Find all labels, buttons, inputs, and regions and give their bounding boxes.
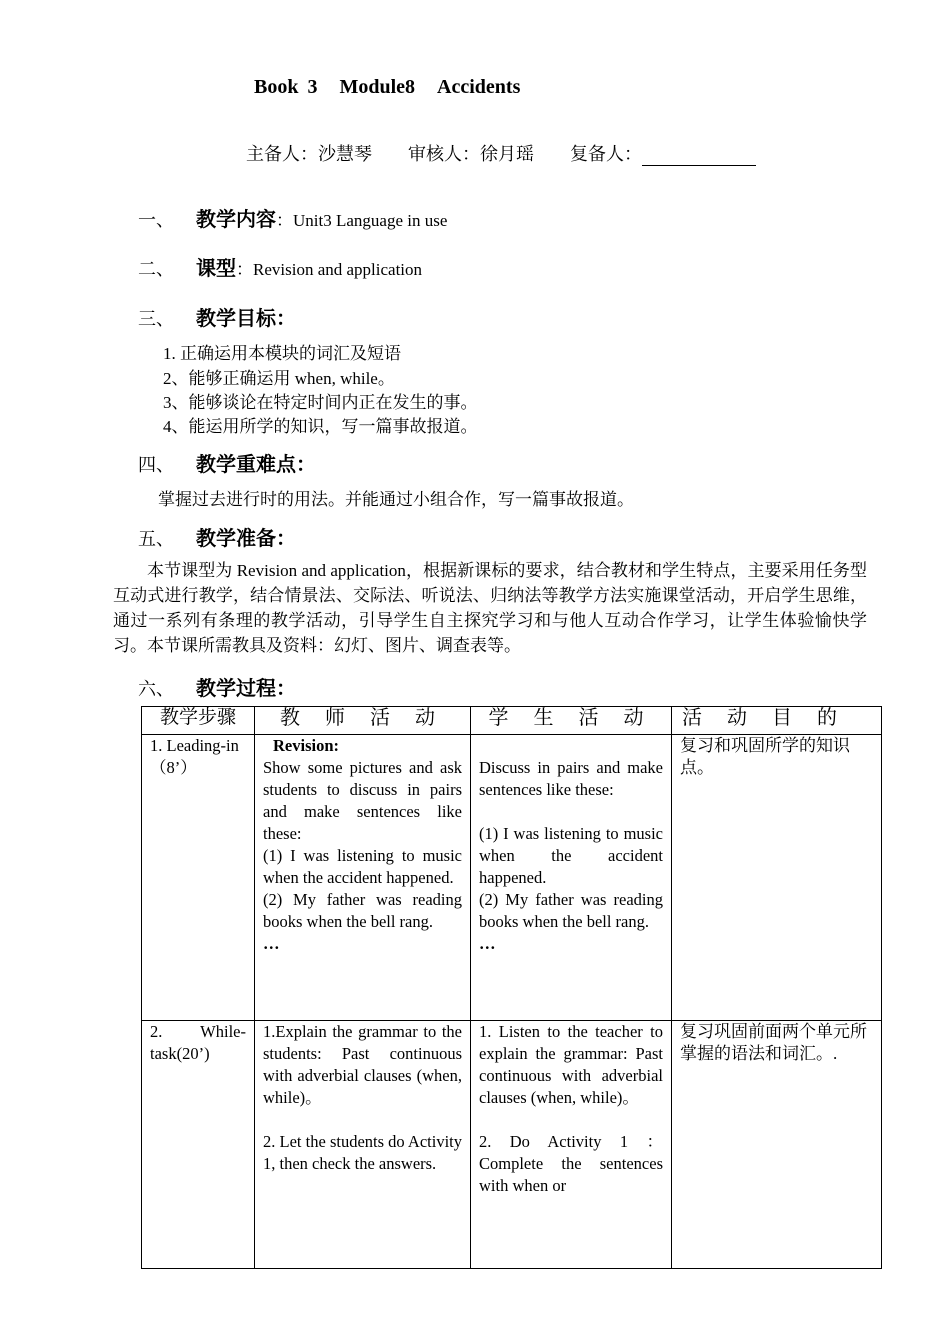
- step-label: 1. Leading-in: [150, 736, 239, 755]
- section-colon: ：: [276, 211, 293, 230]
- section-lesson-type: [138, 252, 422, 281]
- section-colon: ：: [276, 678, 296, 700]
- teacher-activity-cell: [255, 735, 471, 1021]
- title-topic: Accidents: [437, 76, 521, 98]
- header-teacher-activity: 教 师 活 动: [255, 707, 471, 735]
- table-row: [142, 735, 882, 1021]
- student-activity-line: Discuss in pairs and make sentences like these:: [479, 758, 663, 799]
- goal-item: 1. 正确运用本模块的词汇及短语: [163, 344, 401, 363]
- section-key-points: [138, 448, 316, 477]
- document-title: [254, 76, 520, 99]
- section-number: 五、: [138, 529, 174, 549]
- purpose-text: 复习和巩固所学的知识点。: [680, 736, 850, 777]
- student-activity-line: 2. Do Activity 1 ： Complete the sentences with when or: [479, 1132, 663, 1195]
- section-colon: ：: [276, 308, 296, 330]
- section-label: 教学重难点: [196, 454, 296, 476]
- purpose-cell: [672, 1021, 882, 1269]
- section-label: 教学准备: [196, 528, 276, 550]
- section-value: Revision and application: [253, 260, 423, 279]
- preparation-paragraph: 本节课型为 Revision and application，根据新课标的要求，结合教材和学生特点，主要采用任务型互动式进行教学，结合情景法、交际法、听说法、归纳法等教学方法实施课堂活动，开启学生思维，通过一系列有条理的教学活动，引导学生自主探究学习和与他人互动合作学习，让学生体验愉快学习。本节课所需教具及资料：幻灯、图片、调查表等。: [113, 561, 867, 655]
- student-activity-ellipsis: …: [479, 934, 496, 953]
- section-number: 三、: [138, 309, 174, 329]
- secondary-preparer-blank[interactable]: [642, 147, 756, 166]
- teaching-process-table: [141, 706, 882, 1269]
- purpose-text: 复习巩固前面两个单元所掌握的语法和词汇。.: [680, 1022, 867, 1063]
- student-activity-line: (2) My father was reading books when the bell rang.: [479, 890, 663, 931]
- student-activity-cell: [471, 1021, 672, 1269]
- section-label: 教学内容: [196, 209, 276, 231]
- section-teaching-goals: [138, 302, 296, 331]
- section-number: 六、: [138, 679, 174, 699]
- header-student-activity: 学 生 活 动: [471, 707, 672, 735]
- goal-item: 2、能够正确运用 when, while。: [163, 369, 395, 388]
- header-purpose: 活 动 目 的: [672, 707, 882, 735]
- secondary-preparer: 复备人：: [570, 144, 642, 164]
- section-label: 课型: [196, 258, 236, 280]
- teacher-activity-line: 2. Let the students do Activity 1, then check the answers.: [263, 1132, 462, 1173]
- student-activity-line: 1. Listen to the teacher to explain the grammar: Past continuous with adverbial clauses (when, while)。: [479, 1022, 663, 1107]
- section-number: 二、: [138, 259, 174, 279]
- step-cell: [142, 1021, 255, 1269]
- section-teaching-content: [138, 203, 447, 232]
- reviewer: 审核人：徐月瑶: [408, 144, 534, 164]
- student-activity-line: (1) I was listening to music when the accident happened.: [479, 824, 663, 887]
- section-value: Unit3 Language in use: [293, 211, 448, 230]
- header-step: 教学步骤: [142, 707, 255, 735]
- main-preparer: 主备人：沙慧琴: [246, 144, 372, 164]
- purpose-cell: [672, 735, 882, 1021]
- student-activity-cell: [471, 735, 672, 1021]
- teacher-activity-line: Show some pictures and ask students to discuss in pairs and make sentences like these:: [263, 758, 462, 843]
- step-cell: [142, 735, 255, 1021]
- preparers-line: [246, 140, 792, 166]
- section-number: 四、: [138, 455, 174, 475]
- section-number: 一、: [138, 210, 174, 230]
- teacher-activity-ellipsis: …: [263, 934, 280, 953]
- section-label: 教学过程: [196, 678, 276, 700]
- table-header-row: [142, 707, 882, 735]
- section-preparation: [138, 522, 296, 551]
- teacher-activity-line: (1) I was listening to music when the accident happened.: [263, 846, 462, 887]
- title-module: Module8: [339, 76, 416, 98]
- teacher-activity-heading: Revision:: [273, 736, 339, 755]
- goal-item: 4、能运用所学的知识，写一篇事故报道。: [163, 417, 478, 436]
- teacher-activity-cell: [255, 1021, 471, 1269]
- section-colon: ：: [236, 260, 253, 279]
- step-label: 2. While-task(20’): [150, 1022, 246, 1063]
- goal-item: 3、能够谈论在特定时间内正在发生的事。: [163, 393, 478, 412]
- title-book: Book 3: [254, 76, 318, 98]
- section-label: 教学目标: [196, 308, 276, 330]
- table-row: [142, 1021, 882, 1269]
- section-colon: ：: [276, 528, 296, 550]
- teacher-activity-line: 1.Explain the grammar to the students: Past continuous with adverbial clauses (when, while)。: [263, 1022, 462, 1107]
- key-points-text: 掌握过去进行时的用法。并能通过小组合作，写一篇事故报道。: [158, 490, 634, 509]
- section-colon: ：: [296, 454, 316, 476]
- step-time: （8’）: [150, 758, 197, 777]
- teacher-activity-line: (2) My father was reading books when the bell rang.: [263, 890, 462, 931]
- section-teaching-process: [138, 672, 296, 701]
